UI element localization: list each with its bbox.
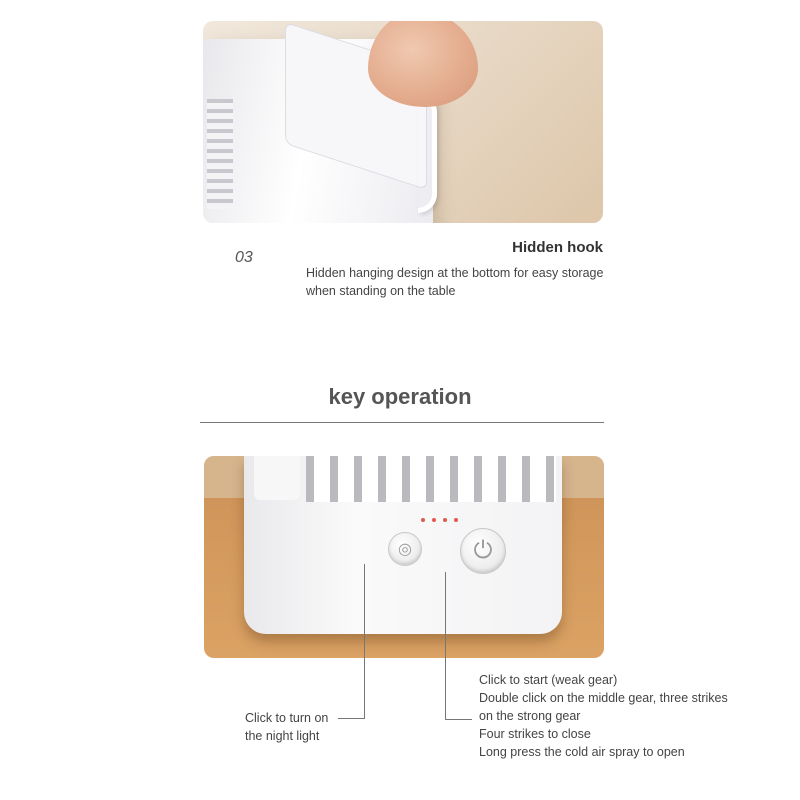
- indicator-led: [454, 518, 458, 522]
- water-tank-panel: [254, 456, 300, 500]
- air-outlet-grille: [306, 456, 556, 502]
- power-callout-line: [445, 572, 446, 720]
- caption-line: on the strong gear: [479, 709, 581, 723]
- circle-ring-icon: ◎: [398, 541, 412, 558]
- caption-line: Click to turn on: [245, 711, 329, 725]
- indicator-led: [443, 518, 447, 522]
- power-callout-line: [445, 719, 472, 720]
- indicator-led: [432, 518, 436, 522]
- night-light-callout-line: [338, 718, 365, 719]
- section-title: key operation: [328, 384, 472, 409]
- hidden-hook-strap: [418, 93, 437, 213]
- caption-line: Four strikes to close: [479, 727, 591, 741]
- section-divider: [200, 422, 604, 423]
- feature-description-line: when standing on the table: [306, 284, 456, 298]
- indicator-led: [421, 518, 425, 522]
- power-caption: [479, 671, 728, 761]
- power-icon: ⏻: [473, 537, 493, 564]
- caption-line: Double click on the middle gear, three strikes: [479, 691, 728, 705]
- night-light-caption: [245, 709, 328, 745]
- hidden-hook-photo: [203, 21, 603, 223]
- hand: [368, 21, 478, 107]
- feature-description-line: Hidden hanging design at the bottom for easy storage: [306, 266, 604, 280]
- air-cooler-body: [244, 456, 562, 634]
- feature-title: Hidden hook: [512, 239, 603, 256]
- caption-line: the night light: [245, 729, 320, 743]
- gear-indicator-leds: [421, 518, 458, 522]
- side-vents: [207, 99, 233, 209]
- feature-description: [306, 264, 616, 300]
- night-light-callout-line: [364, 564, 365, 719]
- power-button[interactable]: [460, 528, 506, 574]
- night-light-button[interactable]: [388, 532, 422, 566]
- key-operation-photo: [204, 456, 604, 658]
- feature-number: 03: [235, 249, 253, 266]
- caption-line: Click to start (weak gear): [479, 673, 618, 687]
- caption-line: Long press the cold air spray to open: [479, 745, 685, 759]
